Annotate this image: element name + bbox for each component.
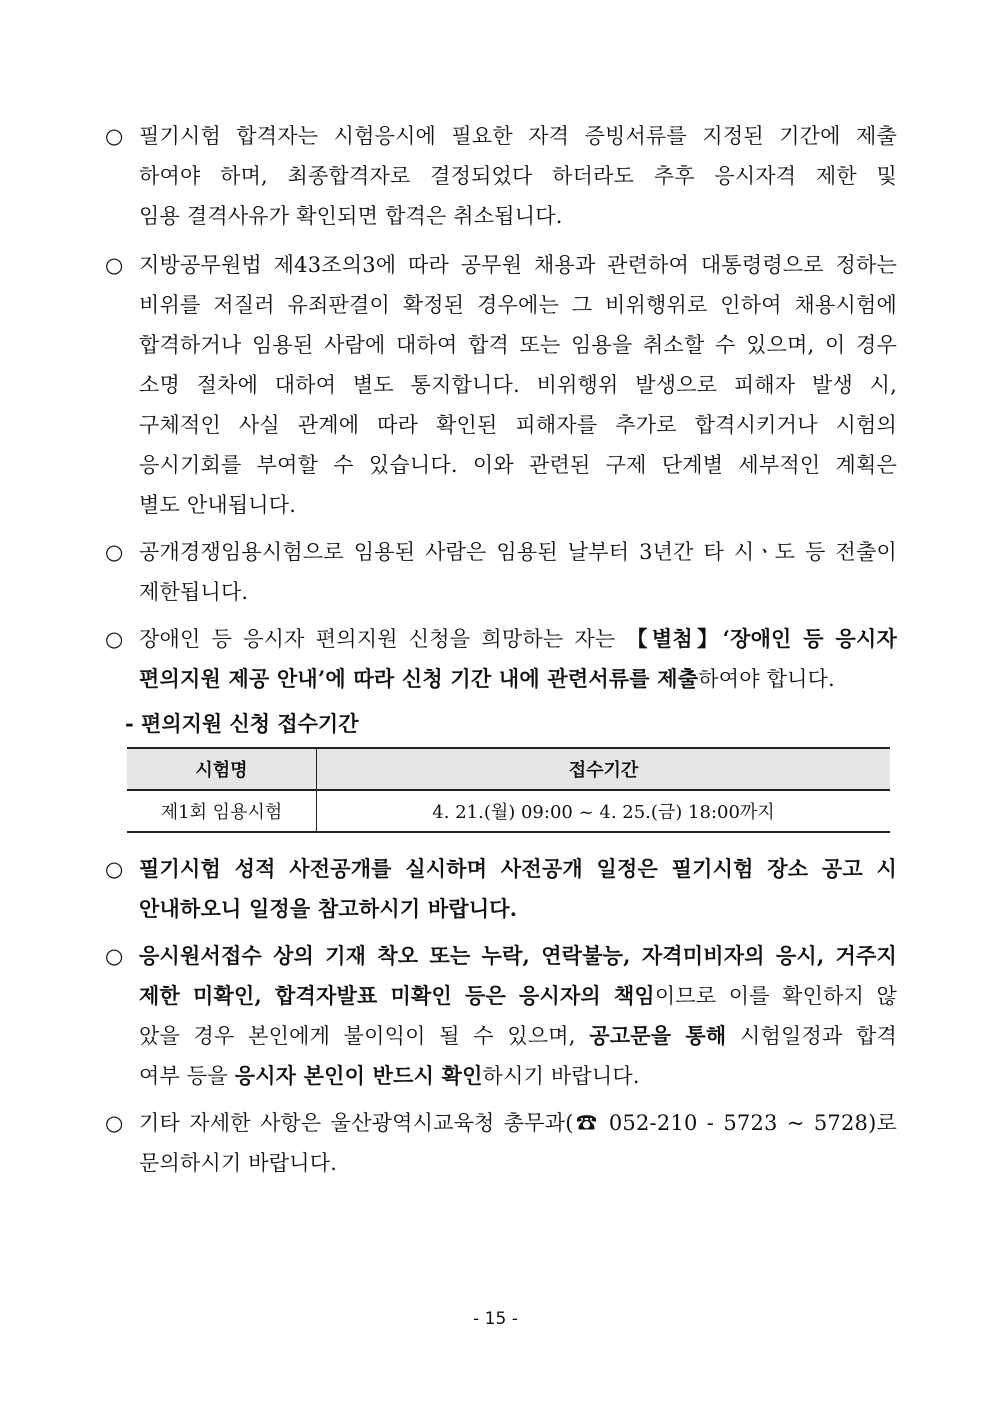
table-cell: 4. 21.(월) 09:00 ~ 4. 25.(금) 18:00까지 bbox=[317, 790, 891, 832]
text-normal: 하시기 바랍니다. bbox=[482, 1064, 640, 1088]
sub-heading: - 편의지원 신청 접수기간 bbox=[125, 711, 359, 736]
text-line bbox=[139, 619, 897, 659]
text-line: 문의하시기 바랍니다. bbox=[139, 1151, 338, 1175]
paragraph-6 bbox=[105, 936, 897, 1096]
text-line: 비위를 저질러 유죄판결이 확정된 경우에는 그 비위행위로 인하여 채용시험에 bbox=[139, 293, 897, 317]
text-normal: 하여야 합니다. bbox=[698, 667, 835, 691]
paragraph-7 bbox=[105, 1103, 897, 1183]
text-line: 소명 절차에 대하여 별도 통지합니다. 비위행위 발생으로 피해자 발생 시, bbox=[139, 373, 897, 397]
page-number: - 15 - bbox=[473, 1309, 518, 1329]
text-line: 기타 자세한 사항은 울산광역시교육청 총무과(☎ 052-210 - 5723 ~ 5728)로 bbox=[139, 1111, 897, 1135]
paragraph-1 bbox=[105, 116, 897, 236]
paragraph-2 bbox=[105, 245, 897, 525]
text-line: 별도 안내됩니다. bbox=[139, 493, 297, 517]
bullet-circle: ○ bbox=[105, 540, 124, 564]
bullet-circle: ○ bbox=[105, 253, 124, 277]
text-line: 제한됩니다. bbox=[139, 580, 249, 604]
table-row bbox=[127, 790, 890, 832]
text-bold: 제한 미확인, 합격자발표 미확인 등은 응시자의 책임 bbox=[139, 983, 655, 1008]
schedule-table bbox=[127, 747, 890, 833]
text-line: 임용 결격사유가 확인되면 합격은 취소됩니다. bbox=[139, 204, 563, 228]
table-cell: 제1회 임용시험 bbox=[127, 790, 317, 832]
text-line: 구체적인 사실 관계에 따라 확인된 피해자를 추가로 합격시키거나 시험의 bbox=[139, 413, 897, 437]
text-line: 지방공무원법 제43조의3에 따라 공무원 채용과 관련하여 대통령령으로 정하는 bbox=[139, 253, 897, 277]
text-line: 안내하오니 일정을 참고하시기 바랍니다. bbox=[139, 896, 518, 921]
bullet-circle: ○ bbox=[105, 627, 124, 651]
text-line: 필기시험 합격자는 시험응시에 필요한 자격 증빙서류를 지정된 기간에 제출 bbox=[139, 124, 897, 148]
text-line bbox=[139, 1016, 897, 1056]
text-normal: 시험일정과 합격 bbox=[726, 1024, 897, 1048]
text-line bbox=[139, 659, 897, 699]
text-line bbox=[139, 976, 897, 1016]
text-bold: 【별첨】‘장애인 등 응시자 bbox=[626, 626, 897, 651]
text-bold: 편의지원 제공 안내’에 따라 신청 기간 내에 관련서류를 제출 bbox=[139, 666, 699, 691]
text-line bbox=[139, 936, 897, 976]
paragraph-4 bbox=[105, 619, 897, 699]
text-line: 합격하거나 임용된 사람에 대하여 합격 또는 임용을 취소할 수 있으며, 이 경우 bbox=[139, 333, 897, 357]
text-line bbox=[139, 1056, 897, 1096]
bullet-circle: ○ bbox=[105, 124, 124, 148]
text-normal: 여부 등을 bbox=[139, 1064, 235, 1088]
text-line: 공개경쟁임용시험으로 임용된 사람은 임용된 날부터 3년간 타 시ㆍ도 등 전출이 bbox=[139, 540, 897, 564]
bullet-circle: ○ bbox=[105, 857, 124, 881]
text-normal: 이므로 이를 확인하지 않 bbox=[654, 984, 897, 1008]
text-bold: 공고문을 통해 bbox=[589, 1023, 727, 1048]
text-normal: 장애인 등 응시자 편의지원 신청을 희망하는 자는 bbox=[139, 627, 627, 651]
paragraph-3 bbox=[105, 532, 897, 612]
text-bold: 응시자 본인이 반드시 확인 bbox=[234, 1063, 483, 1088]
table-header-row bbox=[127, 748, 890, 790]
text-normal: 았을 경우 본인에게 불이익이 될 수 있으며, bbox=[139, 1024, 590, 1048]
text-line: 응시기회를 부여할 수 있습니다. 이와 관련된 구제 단계별 세부적인 계획은 bbox=[139, 453, 897, 477]
table-header-cell: 시험명 bbox=[127, 748, 317, 790]
bullet-circle: ○ bbox=[105, 944, 124, 968]
text-line: 필기시험 성적 사전공개를 실시하며 사전공개 일정은 필기시험 장소 공고 시 bbox=[139, 856, 897, 881]
paragraph-5 bbox=[105, 849, 897, 929]
table-header-cell: 접수기간 bbox=[317, 748, 891, 790]
text-bold: 응시원서접수 상의 기재 착오 또는 누락, 연락불능, 자격미비자의 응시, 거주지 bbox=[139, 943, 897, 968]
bullet-circle: ○ bbox=[105, 1111, 124, 1135]
text-line: 하여야 하며, 최종합격자로 결정되었다 하더라도 추후 응시자격 제한 및 bbox=[139, 164, 897, 188]
